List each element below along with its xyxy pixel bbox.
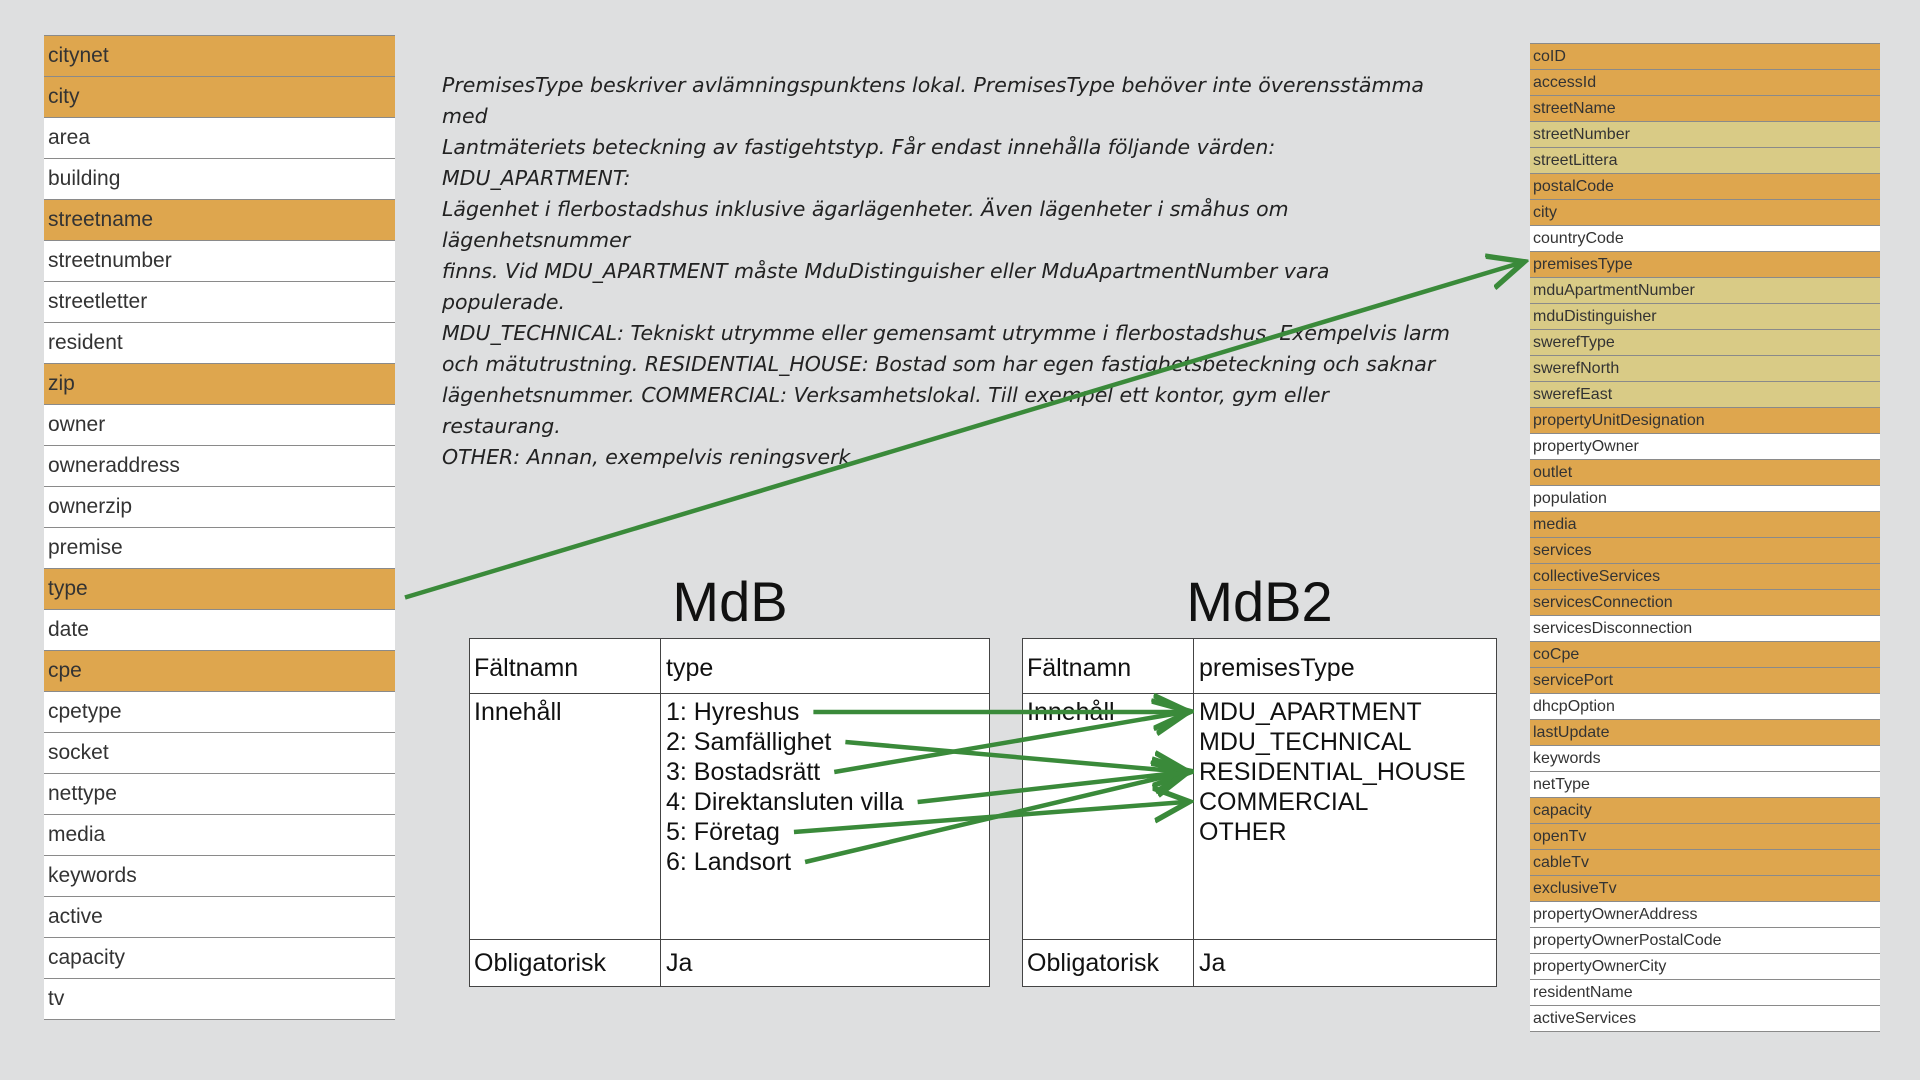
mdb2-field-city: city bbox=[1530, 200, 1880, 226]
mdb2-value-mdu-technical: MDU_TECHNICAL bbox=[1199, 728, 1412, 756]
mdb2-field-swerefnorth: swerefNorth bbox=[1530, 356, 1880, 382]
mdb2-field-keywords: keywords bbox=[1530, 746, 1880, 772]
mdb2-field-residentname: residentName bbox=[1530, 980, 1880, 1006]
mdb2-field-servicesconnection: servicesConnection bbox=[1530, 590, 1880, 616]
description-line: Lägenhet i flerbostadshus inklusive ägarlägenheter. Även lägenheter i småhus om lägenhetsnummer bbox=[442, 197, 1289, 252]
mdb-field-streetnumber: streetnumber bbox=[44, 241, 395, 282]
mdb2-field-mdudistinguisher: mduDistinguisher bbox=[1530, 304, 1880, 330]
mdb2-field-lastupdate: lastUpdate bbox=[1530, 720, 1880, 746]
mdb2-field-swereftype: swerefType bbox=[1530, 330, 1880, 356]
mdb-field-capacity: capacity bbox=[44, 938, 395, 979]
mdb-field-type: type bbox=[44, 569, 395, 610]
mdb-field-streetname: streetname bbox=[44, 200, 395, 241]
mdb2-field-cocpe: coCpe bbox=[1530, 642, 1880, 668]
mdb2-field-coid: coID bbox=[1530, 44, 1880, 70]
mdb-field-cpe: cpe bbox=[44, 651, 395, 692]
mdb2-field-name-label: Fältnamn bbox=[1027, 654, 1132, 682]
mdb2-field-exclusivetv: exclusiveTv bbox=[1530, 876, 1880, 902]
mdb2-title: MdB2 bbox=[1186, 570, 1333, 633]
mdb-content-label: Innehåll bbox=[474, 698, 562, 726]
mdb2-field-propertyownercity: propertyOwnerCity bbox=[1530, 954, 1880, 980]
description-line: PremisesType beskriver avlämningspunktens lokal. PremisesType behöver inte överensstämma med bbox=[442, 73, 1424, 128]
description-line: och mätutrustning. RESIDENTIAL_HOUSE: Bostad som har egen fastighetsbeteckning och saknar bbox=[442, 352, 1436, 376]
mdb2-field-streetnumber: streetNumber bbox=[1530, 122, 1880, 148]
mdb2-mandatory-value: Ja bbox=[1199, 949, 1226, 977]
description-line: lägenhetsnummer. COMMERCIAL: Verksamhetslokal. Till exempel ett kontor, gym eller restaurang. bbox=[442, 383, 1329, 438]
mdb-field-nettype: nettype bbox=[44, 774, 395, 815]
mdb2-value-other: OTHER bbox=[1199, 818, 1287, 846]
mdb2-field-propertyowner: propertyOwner bbox=[1530, 434, 1880, 460]
mdb-field-active: active bbox=[44, 897, 395, 938]
mdb-value-5-f-retag: 5: Företag bbox=[666, 818, 780, 846]
mdb2-field-nettype: netType bbox=[1530, 772, 1880, 798]
mdb2-field-dhcpoption: dhcpOption bbox=[1530, 694, 1880, 720]
mdb-field-name-label: Fältnamn bbox=[474, 654, 579, 682]
mdb2-field-swerefeast: swerefEast bbox=[1530, 382, 1880, 408]
mdb2-field-streetname: streetName bbox=[1530, 96, 1880, 122]
mapping-arrow-2-samf-llighet bbox=[845, 742, 1185, 772]
mdb2-field-serviceport: servicePort bbox=[1530, 668, 1880, 694]
mdb-field-name-value: type bbox=[666, 654, 714, 682]
mdb-field-building: building bbox=[44, 159, 395, 200]
mapping-arrow-6-landsort bbox=[805, 772, 1185, 862]
mdb2-field-premisestype: premisesType bbox=[1530, 252, 1880, 278]
mdb-field-owner: owner bbox=[44, 405, 395, 446]
description-line: MDU_TECHNICAL: Tekniskt utrymme eller gemensamt utrymme i flerbostadshus. Exempelvis larm bbox=[442, 321, 1450, 345]
mdb-value-1-hyreshus: 1: Hyreshus bbox=[666, 698, 800, 726]
mdb-field-citynet: citynet bbox=[44, 36, 395, 77]
mdb2-mandatory-label: Obligatorisk bbox=[1027, 949, 1159, 977]
mdb2-field-services: services bbox=[1530, 538, 1880, 564]
mapping-arrow-4-direktansluten-villa bbox=[918, 772, 1185, 802]
mdb-field-keywords: keywords bbox=[44, 856, 395, 897]
mdb-title: MdB bbox=[672, 570, 788, 633]
mdb2-field-opentv: openTv bbox=[1530, 824, 1880, 850]
mdb2-field-cabletv: cableTv bbox=[1530, 850, 1880, 876]
mdb-mandatory-value: Ja bbox=[666, 949, 693, 977]
mdb2-field-accessid: accessId bbox=[1530, 70, 1880, 96]
mapping-arrow-3-bostadsr-tt bbox=[834, 712, 1185, 772]
mdb2-field-capacity: capacity bbox=[1530, 798, 1880, 824]
mdb2-field-activeservices: activeServices bbox=[1530, 1006, 1880, 1032]
mdb-field-premise: premise bbox=[44, 528, 395, 569]
mdb-field-area: area bbox=[44, 118, 395, 159]
mdb-value-2-samf-llighet: 2: Samfällighet bbox=[666, 728, 832, 756]
mdb2-field-collectiveservices: collectiveServices bbox=[1530, 564, 1880, 590]
mdb2-field-mduapartmentnumber: mduApartmentNumber bbox=[1530, 278, 1880, 304]
mdb-value-6-landsort: 6: Landsort bbox=[666, 848, 792, 876]
mdb2-value-residential-house: RESIDENTIAL_HOUSE bbox=[1199, 758, 1466, 786]
mdb2-field-servicesdisconnection: servicesDisconnection bbox=[1530, 616, 1880, 642]
mdb2-content-label: Innehåll bbox=[1027, 698, 1115, 726]
description-line: Lantmäteriets beteckning av fastigehtstyp. Får endast innehålla följande värden: MDU_APARTMENT: bbox=[442, 135, 1276, 190]
mdb2-field-media: media bbox=[1530, 512, 1880, 538]
mdb2-field-name-value: premisesType bbox=[1199, 654, 1355, 682]
field-link-arrow bbox=[405, 263, 1520, 598]
mdb-mandatory-label: Obligatorisk bbox=[474, 949, 606, 977]
mdb2-field-streetlittera: streetLittera bbox=[1530, 148, 1880, 174]
mdb2-field-population: population bbox=[1530, 486, 1880, 512]
description-line: finns. Vid MDU_APARTMENT måste MduDistinguisher eller MduApartmentNumber vara populerade. bbox=[442, 259, 1330, 314]
mdb-field-owneraddress: owneraddress bbox=[44, 446, 395, 487]
mdb2-field-propertyunitdesignation: propertyUnitDesignation bbox=[1530, 408, 1880, 434]
mdb2-field-postalcode: postalCode bbox=[1530, 174, 1880, 200]
mdb2-field-countrycode: countryCode bbox=[1530, 226, 1880, 252]
mdb-field-streetletter: streetletter bbox=[44, 282, 395, 323]
mdb-value-4-direktansluten-villa: 4: Direktansluten villa bbox=[666, 788, 904, 816]
mdb2-field-propertyowneraddress: propertyOwnerAddress bbox=[1530, 902, 1880, 928]
mdb2-value-mdu-apartment: MDU_APARTMENT bbox=[1199, 698, 1422, 726]
mdb-value-3-bostadsr-tt: 3: Bostadsrätt bbox=[666, 758, 821, 786]
mdb-field-tv: tv bbox=[44, 979, 395, 1020]
mdb-field-socket: socket bbox=[44, 733, 395, 774]
mdb-field-zip: zip bbox=[44, 364, 395, 405]
description-line: OTHER: Annan, exempelvis reningsverk. bbox=[442, 445, 857, 469]
mdb-field-media: media bbox=[44, 815, 395, 856]
mdb-field-city: city bbox=[44, 77, 395, 118]
mdb2-value-commercial: COMMERCIAL bbox=[1199, 788, 1369, 816]
mdb2-field-outlet: outlet bbox=[1530, 460, 1880, 486]
mdb2-field-propertyownerpostalcode: propertyOwnerPostalCode bbox=[1530, 928, 1880, 954]
mdb-field-resident: resident bbox=[44, 323, 395, 364]
mdb-field-cpetype: cpetype bbox=[44, 692, 395, 733]
mdb-field-date: date bbox=[44, 610, 395, 651]
mdb-field-ownerzip: ownerzip bbox=[44, 487, 395, 528]
